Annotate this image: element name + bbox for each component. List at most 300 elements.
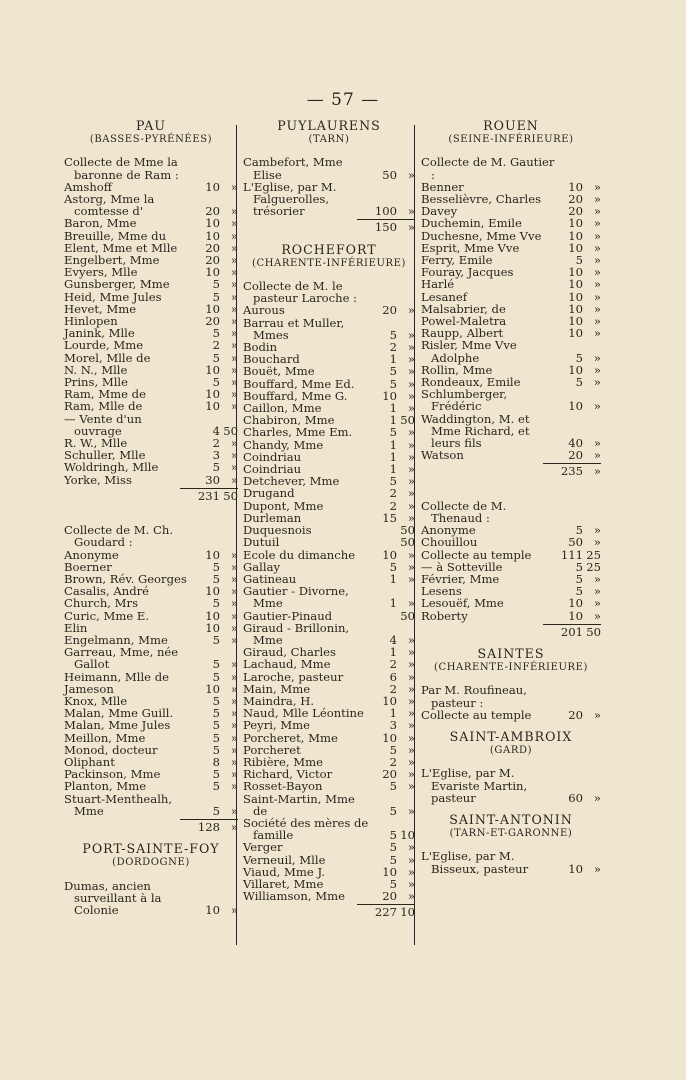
donor-name: Durleman [243, 510, 302, 525]
donation-entry [243, 890, 415, 902]
amount-centimes: » [407, 462, 415, 477]
donation-entry [421, 549, 601, 561]
amount-centimes: » [230, 547, 238, 562]
donor-name: Par M. Roufineau, pasteur : [421, 683, 527, 710]
amount-francs: 5 [389, 803, 397, 818]
donation-amount [192, 291, 238, 303]
amount-centimes: » [593, 301, 601, 316]
amount-francs: 10 [568, 861, 583, 876]
donor-name: Fouray, Jacques [421, 265, 514, 280]
amount-centimes: » [230, 584, 238, 599]
amount-centimes: » [593, 448, 601, 463]
amount-francs: 5 [212, 669, 220, 684]
amount-centimes: » [230, 253, 238, 268]
amount-centimes: » [407, 340, 415, 355]
donor-name: Peyri, Mme [243, 718, 311, 733]
amount-centimes: » [407, 645, 415, 660]
amount-centimes: » [407, 779, 415, 794]
amount-francs: 10 [205, 179, 220, 194]
total-centimes: 50 [586, 624, 601, 639]
amount-francs: 10 [205, 399, 220, 414]
donor-name: L'Eglise, par M. Evariste Martin, pasteur [421, 766, 528, 805]
amount-francs: 5 [389, 742, 397, 757]
amount-francs: 5 [575, 559, 583, 574]
donor-name: Packinson, Mme [64, 767, 161, 782]
total-centimes: 50 [223, 488, 238, 503]
donation-entry [243, 732, 415, 744]
amount-centimes: » [230, 326, 238, 341]
donor-name: Astorg, Mme la comtesse d' [64, 192, 155, 219]
amount-francs: 20 [568, 204, 583, 219]
amount-centimes: » [593, 608, 601, 623]
donor-name: Powel-Maletra [421, 314, 507, 329]
donor-name: R. W., Mlle [64, 436, 128, 451]
amount-centimes: » [230, 436, 238, 451]
donor-name: Duchesne, Mme Vve [421, 228, 542, 243]
donation-amount [369, 536, 415, 548]
donor-name: Church, Mrs [64, 596, 139, 611]
amount-centimes: » [230, 669, 238, 684]
donation-amount [192, 217, 238, 229]
donation-entry [243, 487, 415, 499]
donor-name: Gallay [243, 559, 281, 574]
amount-francs: 5 [212, 767, 220, 782]
donation-amount [192, 732, 238, 744]
amount-centimes: » [230, 902, 238, 917]
amount-centimes: » [230, 596, 238, 611]
donor-name: Malan, Mme Jules [64, 718, 171, 733]
donation-amount [555, 863, 601, 875]
amount-centimes: » [593, 289, 601, 304]
donation-amount [369, 304, 415, 316]
amount-francs: 30 [205, 472, 220, 487]
donor-name: Gatineau [243, 571, 297, 586]
donation-entry [64, 156, 238, 180]
section-total [64, 821, 238, 833]
donor-name: Bouffard, Mme Ed. [243, 376, 355, 391]
donor-name: Schlumberger, Frédéric [421, 387, 508, 414]
amount-francs: 10 [568, 240, 583, 255]
donation-amount [555, 217, 601, 229]
donation-entry [243, 536, 415, 548]
donation-entry [243, 610, 415, 622]
amount-francs: 10 [205, 301, 220, 316]
amount-centimes: » [407, 767, 415, 782]
donation-entry [421, 709, 601, 721]
amount-francs: 5 [212, 596, 220, 611]
donor-name: Hevet, Mme [64, 301, 137, 316]
amount-francs: 5 [575, 253, 583, 268]
amount-francs: 1 [389, 706, 397, 721]
donation-entry [243, 304, 415, 316]
donation-entry [421, 291, 601, 303]
amount-centimes: » [407, 852, 415, 867]
donation-amount [369, 573, 415, 585]
amount-francs: 10 [205, 228, 220, 243]
amount-francs: 10 [568, 399, 583, 414]
amount-francs: 2 [389, 754, 397, 769]
donor-name: Porcheret, Mme [243, 730, 338, 745]
amount-francs: 1 [389, 645, 397, 660]
amount-francs: 10 [568, 301, 583, 316]
amount-francs: 5 [389, 364, 397, 379]
donor-name: Hinlopen [64, 314, 118, 329]
amount-francs: 10 [382, 388, 397, 403]
donation-entry [64, 610, 238, 622]
amount-centimes: » [230, 803, 238, 818]
amount-centimes: » [230, 204, 238, 219]
donation-amount [192, 278, 238, 290]
section-heading: SAINT-AMBROIX [449, 728, 573, 744]
amount-centimes: » [230, 620, 238, 635]
donation-entry [64, 719, 238, 731]
donation-amount [192, 634, 238, 646]
amount-centimes: » [407, 498, 415, 513]
amount-francs: 5 [212, 326, 220, 341]
amount-centimes: » [230, 472, 238, 487]
donation-entry [64, 549, 238, 561]
amount-francs: 5 [575, 350, 583, 365]
amount-centimes: » [593, 571, 601, 586]
amount-centimes: » [407, 876, 415, 891]
donation-entry [421, 278, 601, 290]
amount-centimes: » [407, 449, 415, 464]
amount-centimes: » [593, 596, 601, 611]
donor-name: Gautier-Pinaud [243, 608, 333, 623]
donor-name: Charles, Mme Em. [243, 425, 353, 440]
amount-centimes: » [593, 523, 601, 538]
donation-amount [369, 169, 415, 181]
donor-name: Barrau et Muller, Mmes [243, 315, 345, 342]
section-heading: PUYLAURENS [277, 118, 381, 133]
amount-francs: 20 [568, 448, 583, 463]
amount-francs: 2 [389, 340, 397, 355]
donor-name: Rollin, Mme [421, 362, 493, 377]
amount-francs: 4 [212, 423, 220, 438]
donation-amount [192, 230, 238, 242]
amount-francs: 8 [212, 754, 220, 769]
amount-centimes: » [407, 718, 415, 733]
donation-entry [421, 156, 601, 180]
column-left [64, 120, 238, 926]
donation-entry [64, 671, 238, 683]
donor-name: Evyers, Mlle [64, 265, 138, 280]
donation-amount [555, 376, 601, 388]
amount-francs: 10 [205, 584, 220, 599]
donor-name: Williamson, Mme [243, 889, 345, 904]
donor-name: Oliphant [64, 754, 115, 769]
amount-francs: 20 [205, 253, 220, 268]
donation-entry [421, 217, 601, 229]
donation-amount [369, 487, 415, 499]
amount-francs: 5 [389, 474, 397, 489]
amount-centimes: » [593, 179, 601, 194]
donor-name: Verger [243, 840, 283, 855]
amount-francs: 5 [212, 730, 220, 745]
donor-name: Main, Mme [243, 681, 311, 696]
donation-entry [243, 671, 415, 683]
donor-name: Elin [64, 620, 88, 635]
amount-centimes: » [407, 706, 415, 721]
subscription-section [243, 120, 415, 234]
amount-centimes: » [593, 861, 601, 876]
amount-centimes: » [593, 240, 601, 255]
donor-name: Richard, Victor [243, 767, 333, 782]
amount-centimes: » [407, 754, 415, 769]
section-subheading: (CHARENTE-INFÉRIEURE) [433, 662, 589, 674]
donor-name: L'Eglise, par M. Bisseux, pasteur [421, 849, 529, 876]
donor-name: Risler, Mme Vve Adolphe [421, 338, 517, 365]
amount-francs: 5 [389, 876, 397, 891]
donation-amount [555, 327, 601, 339]
donor-name: Garreau, Mme, née Gallot [64, 645, 179, 672]
amount-centimes: » [407, 693, 415, 708]
amount-francs: 5 [212, 277, 220, 292]
donor-name: Bouchard [243, 352, 300, 367]
amount-francs: 5 [212, 559, 220, 574]
donor-name: Watson [421, 448, 464, 463]
subscription-section [64, 843, 238, 916]
donor-name: Roberty [421, 608, 468, 623]
donor-name: Maindra, H. [243, 693, 315, 708]
section-subheading: (TARN-ET-GARONNE) [449, 828, 573, 840]
amount-centimes: » [407, 864, 415, 879]
amount-centimes: » [593, 350, 601, 365]
amount-centimes: » [593, 535, 601, 550]
donation-entry [64, 217, 238, 229]
donor-name: Collecte de M. le pasteur Laroche : [243, 279, 358, 306]
amount-centimes: 50 [223, 423, 238, 438]
donation-entry [243, 854, 415, 866]
total-centimes: » [593, 464, 601, 479]
amount-francs: 10 [382, 730, 397, 745]
amount-francs: 5 [212, 706, 220, 721]
donation-amount [369, 805, 415, 817]
donation-entry [243, 156, 415, 180]
amount-francs: 2 [212, 436, 220, 451]
donor-name: Caillon, Mme [243, 401, 322, 416]
donor-name: Malan, Mme Guill. [64, 706, 174, 721]
amount-centimes: » [230, 265, 238, 280]
amount-francs: 6 [389, 669, 397, 684]
amount-francs: 2 [389, 681, 397, 696]
total-francs: 227 [374, 905, 397, 920]
donation-amount [369, 549, 415, 561]
amount-centimes: 50 [400, 523, 415, 538]
donation-amount [192, 780, 238, 792]
donation-entry [64, 339, 238, 351]
amount-centimes: » [407, 401, 415, 416]
amount-centimes: » [593, 375, 601, 390]
donation-entry [64, 278, 238, 290]
amount-centimes: » [407, 303, 415, 318]
amount-francs: 5 [212, 460, 220, 475]
amount-francs: 5 [389, 828, 397, 843]
amount-francs: 10 [205, 265, 220, 280]
donor-name: Bodin [243, 340, 278, 355]
donation-entry [421, 767, 601, 804]
amount-francs: 5 [389, 852, 397, 867]
donor-name: Baron, Mme [64, 216, 137, 231]
amount-centimes: » [230, 277, 238, 292]
donor-name: Boerner [64, 559, 112, 574]
amount-francs: 10 [205, 547, 220, 562]
donor-name: Collecte de M. Gautier : [421, 155, 555, 182]
donation-amount [555, 536, 601, 548]
amount-centimes: » [230, 301, 238, 316]
donation-amount [555, 549, 601, 561]
donor-name: Lesens [421, 584, 462, 599]
amount-centimes: » [407, 803, 415, 818]
amount-francs: 20 [205, 314, 220, 329]
donation-amount [192, 805, 238, 817]
amount-francs: 10 [568, 326, 583, 341]
donor-name: Harlé [421, 277, 455, 292]
donation-amount [192, 610, 238, 622]
section-subheading: (GARD) [489, 745, 533, 757]
donor-name: Dumas, ancien surveillant à la Colonie [64, 878, 162, 917]
donor-name: Raupp, Albert [421, 326, 504, 341]
donation-entry [243, 181, 415, 218]
amount-centimes: » [593, 436, 601, 451]
donor-name: Anonyme [64, 547, 119, 562]
donor-name: Woldringh, Mlle [64, 460, 159, 475]
amount-francs: 10 [568, 596, 583, 611]
section-subheading: (TARN) [308, 134, 350, 146]
donor-name: Collecte de Mme la baronne de Ram : [64, 155, 179, 182]
section-heading: SAINT-ANTONIN [449, 811, 573, 827]
amount-francs: 20 [568, 707, 583, 722]
donor-name: Gautier - Divorne, Mme [243, 584, 349, 611]
amount-francs: 40 [568, 436, 583, 451]
donor-name: Ram, Mme de [64, 387, 146, 402]
amount-francs: 10 [205, 216, 220, 231]
amount-centimes: » [230, 216, 238, 231]
donor-name: Février, Mme [421, 571, 500, 586]
amount-centimes: » [230, 632, 238, 647]
amount-centimes: » [593, 228, 601, 243]
amount-centimes: 25 [586, 559, 601, 574]
amount-centimes: » [230, 338, 238, 353]
donation-amount [369, 890, 415, 902]
amount-francs: 10 [568, 362, 583, 377]
donation-entry [64, 461, 238, 473]
amount-centimes: » [230, 559, 238, 574]
amount-francs: 2 [389, 498, 397, 513]
subscription-section [421, 120, 601, 478]
amount-francs: 111 [560, 547, 583, 562]
amount-francs: 5 [212, 718, 220, 733]
amount-centimes: » [407, 889, 415, 904]
total-francs: 235 [560, 464, 583, 479]
amount-francs: 10 [382, 864, 397, 879]
amount-centimes: » [593, 216, 601, 231]
donor-name: Ecole du dimanche [243, 547, 356, 562]
amount-centimes: » [230, 228, 238, 243]
donor-name: Duchemin, Emile [421, 216, 522, 231]
donor-name: Brown, Rév. Georges [64, 571, 187, 586]
donor-name: Rondeaux, Emile [421, 375, 521, 390]
amount-centimes: » [407, 559, 415, 574]
amount-francs: 1 [389, 449, 397, 464]
donor-name: Viaud, Mme J. [243, 864, 325, 879]
donor-name: Schuller, Mlle [64, 448, 146, 463]
amount-francs: 5 [212, 779, 220, 794]
amount-francs: 10 [568, 265, 583, 280]
donation-entry [64, 474, 238, 486]
amount-centimes: » [407, 510, 415, 525]
amount-centimes: » [407, 376, 415, 391]
amount-francs: 5 [389, 840, 397, 855]
section-total [243, 906, 415, 918]
donation-entry [421, 388, 601, 412]
donation-entry [64, 524, 238, 548]
donation-entry [421, 536, 601, 548]
donor-name: Amshoff [64, 179, 112, 194]
amount-francs: 1 [389, 571, 397, 586]
amount-francs: 20 [205, 204, 220, 219]
amount-francs: 1 [389, 596, 397, 611]
donor-name: Prins, Mlle [64, 375, 128, 390]
amount-centimes: 50 [400, 608, 415, 623]
amount-francs: 5 [389, 376, 397, 391]
donor-name: Collecte de M. Ch. Goudard : [64, 523, 174, 550]
donation-amount [369, 365, 415, 377]
donor-name: Bouët, Mme [243, 364, 315, 379]
amount-francs: 3 [212, 448, 220, 463]
donation-amount [192, 181, 238, 193]
amount-francs: 5 [212, 632, 220, 647]
donor-name: Ribière, Mme [243, 754, 323, 769]
donation-entry [64, 793, 238, 817]
amount-francs: 10 [382, 693, 397, 708]
donor-name: Heimann, Mlle de [64, 669, 170, 684]
amount-centimes: » [593, 326, 601, 341]
donation-entry [421, 449, 601, 461]
donor-name: Chandy, Mme [243, 437, 324, 452]
amount-francs: 5 [212, 803, 220, 818]
donor-name: Collecte au temple [421, 547, 532, 562]
amount-francs: 1 [389, 437, 397, 452]
donation-entry [64, 597, 238, 609]
donor-name: Engelmann, Mme [64, 632, 168, 647]
donor-name: Giraud - Brillonin, Mme [243, 620, 350, 647]
donation-entry [243, 426, 415, 438]
donor-name: Yorke, Miss [64, 472, 132, 487]
amount-francs: 10 [568, 608, 583, 623]
section-subheading: (SEINE-INFÉRIEURE) [448, 134, 574, 146]
donation-entry [64, 646, 238, 670]
donor-name: Villaret, Mme [243, 876, 324, 891]
total-francs: 201 [560, 624, 583, 639]
donation-amount [192, 474, 238, 486]
donation-amount [369, 719, 415, 731]
amount-centimes: » [407, 486, 415, 501]
total-francs: 128 [197, 819, 220, 834]
amount-centimes: » [593, 265, 601, 280]
amount-centimes: » [230, 718, 238, 733]
amount-francs: 60 [568, 790, 583, 805]
amount-francs: 2 [212, 338, 220, 353]
subscription-section [243, 241, 415, 920]
amount-centimes: » [230, 742, 238, 757]
donor-name: Monod, docteur [64, 742, 158, 757]
subscription-section [64, 512, 238, 833]
amount-centimes: » [407, 474, 415, 489]
donor-name: Waddington, M. et Mme Richard, et leurs fils [421, 411, 530, 451]
amount-centimes: » [593, 277, 601, 292]
amount-francs: 10 [382, 547, 397, 562]
